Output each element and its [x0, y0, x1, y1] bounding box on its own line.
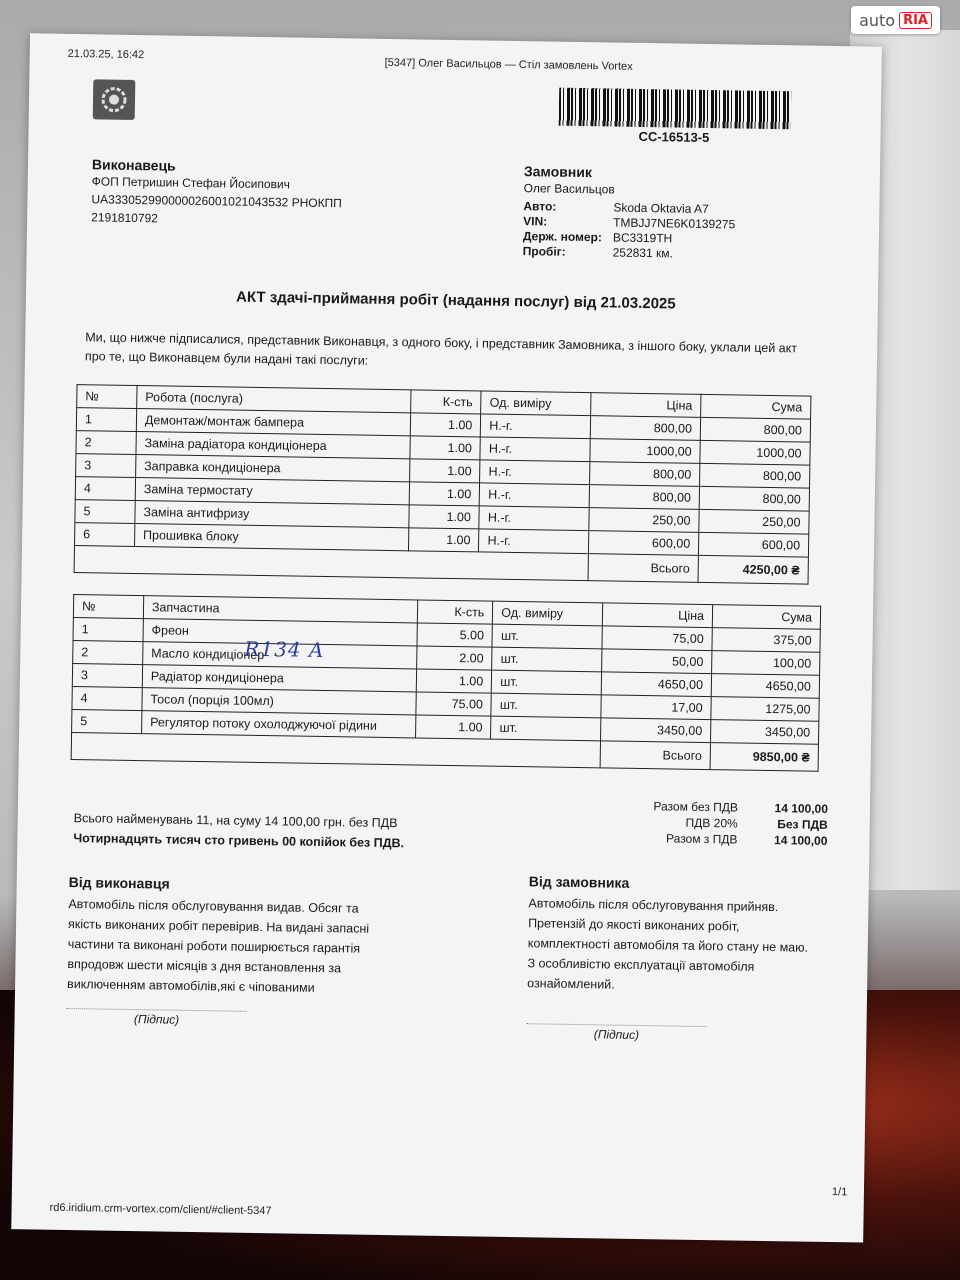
- cell: 5: [75, 500, 135, 524]
- executor-tax-id: 2191810792: [91, 210, 159, 226]
- cell: 800,00: [590, 416, 700, 441]
- customer-fields: [523, 199, 824, 263]
- handwritten-note: R134 A: [244, 636, 325, 663]
- cell: шт.: [492, 624, 602, 649]
- cell: 17,00: [601, 695, 711, 720]
- customer-field-label: Пробіг:: [522, 244, 566, 259]
- col-header: Од. виміру: [481, 391, 591, 416]
- col-header: Робота (послуга): [137, 386, 412, 413]
- col-header: Ціна: [591, 393, 701, 418]
- col-header: №: [77, 385, 137, 409]
- cell: 1.00: [410, 482, 480, 506]
- cell: 3: [76, 454, 136, 478]
- cell: Н.-г.: [480, 437, 590, 462]
- cell: 250,00: [589, 508, 699, 533]
- print-page-title: [5347] Олег Васильцов — Стіл замовлень Vortex: [384, 56, 633, 73]
- cell: 800,00: [699, 486, 809, 511]
- cell: Н.-г.: [480, 460, 590, 485]
- page-number: 1/1: [831, 1186, 848, 1199]
- cell: Н.-г.: [481, 414, 591, 439]
- cell: 600,00: [589, 531, 699, 556]
- from-executor-heading: Від виконавця: [68, 874, 170, 892]
- totals-value: 14 100,00: [773, 833, 828, 848]
- customer-field-label: Держ. номер:: [522, 229, 603, 245]
- cell: 1: [76, 408, 136, 432]
- amount-in-words: Чотирнадцять тисяч сто гривень 00 копійок без ПДВ.: [73, 831, 405, 851]
- cell: 3450,00: [711, 720, 819, 745]
- cell: 250,00: [699, 509, 809, 534]
- col-header: Од. виміру: [493, 601, 603, 626]
- cell: Фреон: [143, 619, 418, 646]
- cell: 1000,00: [590, 439, 700, 464]
- cell: Заміна антифризу: [135, 501, 410, 528]
- totals-value: Без ПДВ: [777, 817, 828, 832]
- cell: 800,00: [700, 463, 810, 488]
- col-header: К-сть: [411, 390, 481, 414]
- cell: 5: [72, 710, 142, 734]
- from-executor-block: [66, 874, 388, 1030]
- parts-table: [71, 594, 822, 772]
- executor-account: UA333052990000026001021043532 РНОКПП: [91, 192, 342, 211]
- cell: 100,00: [712, 651, 820, 676]
- customer-field-label: Авто:: [523, 199, 557, 214]
- customer-field-value: Skoda Oktavia A7: [613, 200, 709, 216]
- totals-label: Разом без ПДВ: [653, 799, 739, 815]
- cell: 4650,00: [601, 672, 711, 697]
- col-header: К-сть: [418, 600, 493, 624]
- cell: 1.00: [417, 669, 492, 693]
- col-header: Запчастина: [143, 596, 418, 623]
- cell: 75.00: [416, 692, 491, 716]
- cell: Масло кондиціонер: [143, 642, 418, 669]
- total-value: 9850,00 ₴: [710, 743, 818, 772]
- cell: 800,00: [589, 485, 699, 510]
- col-header: Сума: [701, 394, 811, 419]
- cell: Н.-г.: [479, 529, 589, 554]
- cell: Демонтаж/монтаж бампера: [136, 409, 411, 436]
- executor-name: ФОП Петришин Стефан Йосипович: [91, 174, 291, 192]
- cell: 1.00: [416, 715, 491, 739]
- total-label: Всього: [588, 554, 698, 583]
- cell: 3450,00: [601, 718, 711, 743]
- cell: 1.00: [411, 413, 481, 437]
- cell: 1000,00: [700, 440, 810, 465]
- footer-url: rd6.iridium.crm-vortex.com/client/#client-5347: [49, 1201, 272, 1218]
- cell: Тосол (порція 100мл): [142, 688, 417, 715]
- watermark-ria-text: RIA: [899, 12, 932, 29]
- col-header: №: [73, 595, 143, 619]
- cell: 50,00: [602, 649, 712, 674]
- act-document: [11, 33, 882, 1242]
- cell: шт.: [491, 716, 601, 741]
- from-customer-text: Автомобіль після обслуговування прийняв. Претензій до якості виконаних робіт, комплектності автомобіля та його стану не маю. З особливістю експлуатації автомобіля ознайомлений.: [527, 896, 809, 992]
- totals-label: ПДВ 20%: [685, 815, 738, 831]
- items-count-line: Всього найменувань 11, на суму 14 100,00 грн. без ПДВ: [73, 811, 398, 831]
- customer-block: [523, 163, 824, 263]
- customer-field-value: BC3319TH: [612, 230, 673, 246]
- cell: 1275,00: [711, 697, 819, 722]
- totals-value: 14 100,00: [774, 801, 829, 816]
- cell: Н.-г.: [480, 483, 590, 508]
- cell: 800,00: [590, 462, 700, 487]
- cell: 75,00: [602, 626, 712, 651]
- signature-label: (Підпис): [133, 1012, 180, 1027]
- col-header: Сума: [712, 605, 820, 630]
- cell: 1.00: [410, 436, 480, 460]
- cell: Н.-г.: [479, 506, 589, 531]
- from-executor-text: Автомобіль після обслуговування видав. Обсяг та якість виконаних робіт перевірив. На видані запасні частини та виконані роботи поширюється гарантія впродовж шести місяців з дня встановлення за виключенням автомобілів,які є чіпованими: [67, 897, 370, 995]
- summary-text: [73, 808, 494, 855]
- customer-field-value: 252831 км.: [612, 245, 674, 261]
- customer-field-label: VIN:: [523, 214, 548, 229]
- cell: 2.00: [417, 646, 492, 670]
- cell: 3: [72, 664, 142, 688]
- from-customer-heading: Від замовника: [528, 873, 630, 891]
- cell: 800,00: [700, 417, 810, 442]
- autoria-watermark: [851, 6, 940, 34]
- cell: Регулятор потоку охолоджуючої рідини: [141, 711, 416, 738]
- cell: 5.00: [417, 623, 492, 647]
- cell: 4650,00: [711, 674, 819, 699]
- col-header: Ціна: [603, 603, 713, 628]
- cell: Заміна радіатора кондиціонера: [136, 432, 411, 459]
- barcode-code: СС-16513-5: [638, 128, 710, 145]
- total-value: 4250,00 ₴: [698, 555, 808, 584]
- total-label: Всього: [600, 741, 710, 770]
- cell: 2: [73, 641, 143, 665]
- customer-heading: Замовник: [523, 163, 593, 181]
- cell: 6: [75, 523, 135, 547]
- company-logo-icon: [93, 79, 136, 120]
- cell: шт.: [491, 693, 601, 718]
- cell: шт.: [492, 670, 602, 695]
- cell: 1.00: [410, 459, 480, 483]
- cell: Радіатор кондиціонера: [142, 665, 417, 692]
- customer-name: Олег Васильцов: [523, 181, 615, 197]
- cell: Прошивка блоку: [134, 524, 409, 551]
- signature-label: (Підпис): [593, 1027, 640, 1042]
- cell: Заміна термостату: [135, 478, 410, 505]
- cell: 600,00: [699, 532, 809, 557]
- cell: 4: [75, 477, 135, 501]
- totals-label: Разом з ПДВ: [666, 831, 738, 847]
- works-table: [74, 384, 812, 585]
- from-customer-block: [526, 873, 819, 1045]
- act-title: АКТ здачі-приймання робіт (надання послуг) від 21.03.2025: [235, 288, 676, 313]
- cell: Заправка кондиціонера: [136, 455, 411, 482]
- cell: 2: [76, 431, 136, 455]
- executor-heading: Виконавець: [91, 156, 176, 174]
- executor-block: [91, 156, 412, 231]
- cell: 375,00: [712, 628, 820, 653]
- barcode: [559, 88, 792, 130]
- cell: 4: [72, 687, 142, 711]
- cell: 1.00: [409, 505, 479, 529]
- cell: шт.: [492, 647, 602, 672]
- watermark-auto-text: auto: [859, 10, 896, 30]
- act-intro-text: Ми, що нижче підписалися, представник Виконавця, з одного боку, і представник Замовника, з іншого боку, уклали цей акт про те, що Виконавцем були надані такі послуги:: [84, 330, 798, 368]
- cell: 1: [73, 618, 143, 642]
- cell: 1.00: [409, 528, 479, 552]
- print-datetime: 21.03.25, 16:42: [67, 47, 145, 62]
- totals-block: [617, 799, 828, 848]
- customer-field-value: TMBJJ7NE6K0139275: [613, 215, 736, 232]
